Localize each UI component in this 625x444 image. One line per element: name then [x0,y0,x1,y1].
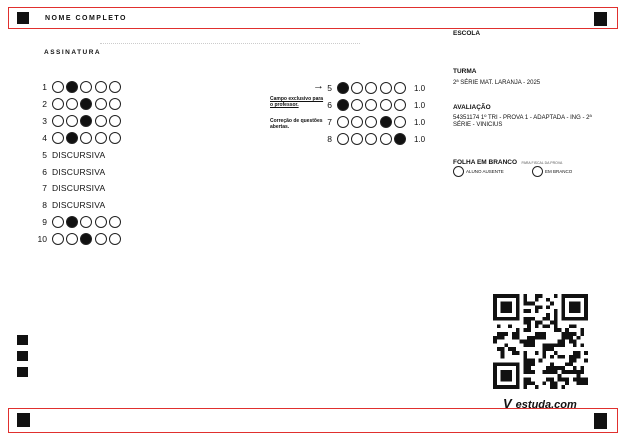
question-number: 3 [42,115,47,126]
discursiva-label: DISCURSIVA [52,166,106,177]
correction-bubble[interactable] [394,133,406,145]
correction-bubble[interactable] [351,99,363,111]
score-value: 1.0 [413,100,426,110]
em-branco-bubble[interactable] [532,166,543,177]
score-value: 1.0 [413,134,426,144]
escola-label: ESCOLA [453,30,481,37]
correction-bubble[interactable] [380,82,392,94]
answer-row [33,79,123,95]
brand-name: estuda.com [515,399,577,411]
correction-bubble[interactable] [380,99,392,111]
question-number: 10 [37,234,47,245]
discursiva-label: DISCURSIVA [52,200,106,211]
answer-bubble[interactable] [95,132,107,144]
answer-bubble[interactable] [109,216,121,228]
answer-row [33,96,123,112]
answer-bubble[interactable] [66,216,78,228]
answer-bubble[interactable] [66,98,78,110]
corner-marker-top-left [17,12,29,24]
correction-bubble[interactable] [337,133,349,145]
answer-bubble[interactable] [52,233,64,245]
brand-v-icon: V [503,396,512,411]
turma-label: TURMA [453,68,477,75]
answer-bubble[interactable] [66,115,78,127]
correction-row [318,114,425,130]
correction-row [318,80,425,96]
answer-bubble[interactable] [109,132,121,144]
bottom-frame [8,408,618,433]
correction-question-number: 5 [327,83,332,93]
turma-value: 2ª SÉRIE MAT. LARANJA - 2025 [453,80,541,86]
correction-bubble[interactable] [337,82,349,94]
question-number: 9 [42,217,47,228]
avaliacao-label: AVALIAÇÃO [453,104,491,111]
score-value: 1.0 [413,117,426,127]
avaliacao-value: 54351174 1º TRI - PROVA 1 - ADAPTADA - ING - 2ª SÉRIE - VINICIUS [453,115,592,128]
answer-row [33,164,105,180]
question-number: 2 [42,98,47,109]
correction-question-number: 7 [327,117,332,127]
score-value: 1.0 [413,83,426,93]
correction-bubble[interactable] [365,99,377,111]
answer-bubble[interactable] [80,132,92,144]
correction-bubble[interactable] [365,133,377,145]
question-number: 6 [42,166,47,177]
answer-bubble[interactable] [109,98,121,110]
aluno-ausente-option[interactable] [453,166,504,177]
answer-bubble[interactable] [80,115,92,127]
answer-row [33,231,123,247]
answer-bubble[interactable] [52,98,64,110]
answer-bubble[interactable] [66,81,78,93]
teacher-only-note-text: Campo exclusivo para o professor. [270,96,324,108]
answer-row [33,197,105,213]
answer-bubble[interactable] [80,216,92,228]
correction-question-number: 8 [327,134,332,144]
side-marker-1 [17,335,28,345]
answer-bubble[interactable] [52,115,64,127]
answer-bubble[interactable] [95,98,107,110]
corner-marker-bottom-right [594,413,607,429]
correction-bubble[interactable] [394,116,406,128]
question-number: 5 [42,149,47,160]
answer-bubble[interactable] [95,81,107,93]
nome-completo-label: NOME COMPLETO [45,15,127,22]
correction-bubble[interactable] [351,133,363,145]
arrow-icon: → [313,80,324,92]
discursiva-label: DISCURSIVA [52,149,106,160]
side-marker-2 [17,351,28,361]
correction-bubble[interactable] [365,116,377,128]
correction-bubble[interactable] [351,82,363,94]
correction-bubble[interactable] [337,99,349,111]
correction-question-number: 6 [327,100,332,110]
corner-marker-top-right [594,12,607,26]
answer-bubble[interactable] [80,233,92,245]
correction-bubble[interactable] [380,133,392,145]
correction-bubble[interactable] [380,116,392,128]
aluno-ausente-bubble[interactable] [453,166,464,177]
answer-row [33,180,105,196]
question-number: 1 [42,82,47,92]
correction-row [318,97,425,113]
em-branco-option[interactable] [532,166,572,177]
answer-row [33,130,123,146]
em-branco-label: EM BRANCO [545,169,573,174]
answer-bubble[interactable] [66,132,78,144]
answer-bubble[interactable] [52,216,64,228]
answer-bubble[interactable] [80,81,92,93]
correction-bubble[interactable] [337,116,349,128]
discursiva-label: DISCURSIVA [52,183,106,194]
answer-bubble[interactable] [95,233,107,245]
answer-bubble[interactable] [95,115,107,127]
question-number: 7 [42,183,47,194]
answer-bubble[interactable] [109,233,121,245]
answer-bubble[interactable] [66,233,78,245]
answer-row [33,147,105,163]
answer-row [33,214,123,230]
answer-row [33,113,123,129]
aluno-ausente-label: ALUNO AUSENTE [466,169,504,174]
open-questions-note-text: Correção de questões abertas. [270,118,323,130]
answer-bubble[interactable] [80,98,92,110]
correction-bubble[interactable] [394,82,406,94]
answer-bubble[interactable] [109,81,121,93]
answer-bubble[interactable] [52,132,64,144]
correction-bubble[interactable] [351,116,363,128]
question-number: 8 [42,200,47,211]
assinatura-label: ASSINATURA [44,49,102,56]
question-number: 4 [42,132,47,143]
corner-marker-bottom-left [17,413,30,427]
folha-sub: PARA FISCAL DA PROVA [521,161,563,165]
correction-bubble[interactable] [394,99,406,111]
side-marker-3 [17,367,28,377]
answer-bubble[interactable] [52,81,64,93]
answer-bubble[interactable] [109,115,121,127]
folha-label: FOLHA EM BRANCO [453,159,518,166]
signature-line [100,43,360,44]
correction-row [318,131,425,147]
correction-bubble[interactable] [365,82,377,94]
answer-bubble[interactable] [95,216,107,228]
qr-code [493,294,588,389]
